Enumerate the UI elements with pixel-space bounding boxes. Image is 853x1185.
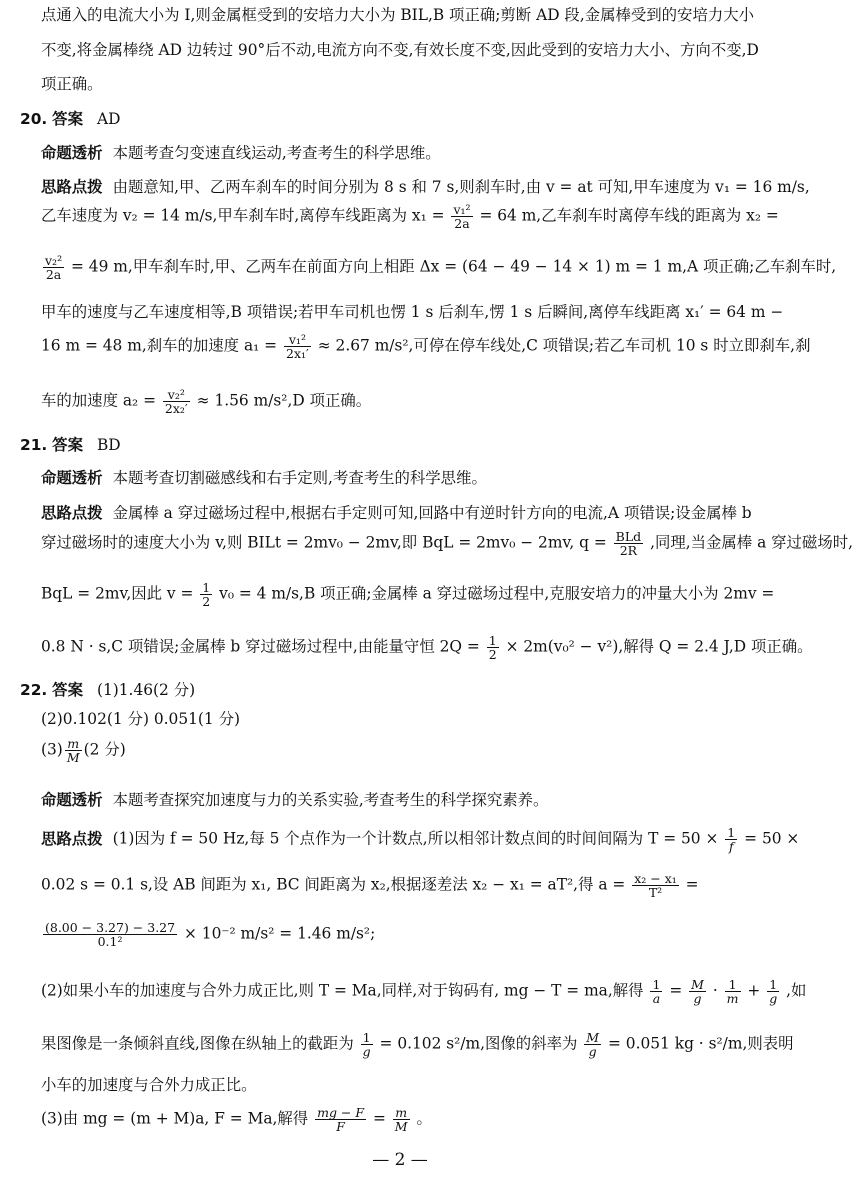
q22-solution-line: 小车的加速度与合外力成正比。 (41, 1076, 257, 1094)
fraction: BLd 2R (615, 529, 642, 559)
text-line: 项正确。 (41, 75, 103, 93)
fraction: $\frac{1}{2}$ (202, 580, 211, 610)
fraction: $\frac{(8.00 - 3.27) - 3.27}{\text{0.1²}}$ (45, 920, 176, 950)
fraction: $\frac{1}{g}$ (769, 977, 778, 1007)
fraction: $\frac{M}{g}$ (586, 1030, 600, 1060)
fraction: $\frac{m}{M}$ (394, 1105, 408, 1135)
fraction: $\frac{m}{M}$ (66, 736, 80, 766)
q22-solution-line: 果图像是一条倾斜直线,图像在纵轴上的截距为 $\frac{1}{g}$ = 0.102 s²/m,图像的斜率为 $\frac{M}{g}$ = 0.051 kg · s²/m,则表明 (41, 1030, 794, 1060)
q22-solution-line: 0.02 s = 0.1 s,设 AB 间距为 x₁, BC 间距离为 x₂,根据逐差法 x₂ − x₁ = aT²,得 a = $\frac{\text{x₂ − x₁}}{\text{T²}}$ = (41, 871, 699, 901)
q21-solution-line: 穿过磁场时的速度大小为 v,则 BILt = 2mv₀ − 2mv,即 BqL = 2mv₀ − 2mv, q = BLd 2R ,同理,当金属棒 a 穿过磁场时, (41, 529, 853, 559)
fraction: $\frac{mg - F}{F}$ (317, 1105, 365, 1135)
q21-solution-line: 思路点拨 金属棒 a 穿过磁场过程中,根据右手定则可知,回路中有逆时针方向的电流,A 项错误;设金属棒 b (41, 504, 752, 522)
fraction: $\frac{\text{v₂²}}{2a}$ (45, 253, 63, 283)
q21-answer: 21. 答案 BD (20, 436, 121, 454)
q22-answer-line: (3) $\frac{m}{M}$ (2 分) (41, 736, 126, 766)
q21-solution-line: 0.8 N · s,C 项错误;金属棒 b 穿过磁场过程中,由能量守恒 2Q = $\frac{1}{2}$ × 2m(v₀² − v²),解得 Q = 2.4 J,D 项正确。 (41, 633, 813, 663)
q22-answer-line: (2)0.102(1 分) 0.051(1 分) (41, 710, 240, 728)
q21-solution-line: BqL = 2mv,因此 v = $\frac{1}{2}$ v₀ = 4 m/s,B 项正确;金属棒 a 穿过磁场过程中,克服安培力的冲量大小为 2mv = (41, 580, 775, 610)
q20-solution-line: 16 m = 48 m,刹车的加速度 a₁ = $\frac{\text{v₁²}}{\text{2x₁′}}$ ≈ 2.67 m/s²,可停在停车线处,C 项错误;若乙车司机 10 s 时立即刹车,刹 (41, 332, 811, 362)
q21-analysis: 命题透析 本题考查切割磁感线和右手定则,考查考生的科学思维。 (41, 469, 487, 487)
fraction: $\frac{M}{g}$ (691, 977, 704, 1007)
q22-answer: 22. 答案 (1)1.46(2 分) (20, 681, 196, 699)
q20-analysis: 命题透析 本题考查匀变速直线运动,考查考生的科学思维。 (41, 144, 441, 162)
page-number: — 2 — (372, 1150, 428, 1170)
q22-solution-line: $\frac{(8.00 - 3.27) - 3.27}{\text{0.1²}}$ × 10⁻² m/s² = 1.46 m/s²; (45, 920, 376, 950)
fraction: $\frac{1}{f}$ (727, 825, 736, 855)
fraction: $\frac{\text{v₁²}}{2a}$ (453, 202, 471, 232)
q20-solution-line: $\frac{\text{v₂²}}{2a}$ = 49 m,甲车刹车时,甲、乙两车在前面方向上相距 Δx = (64 − 49 − 14 × 1) m = 1 m,A 项正确;乙车刹车时, (45, 253, 837, 283)
fraction: $\frac{1}{2}$ (488, 633, 497, 663)
q20-answer: 20. 答案 AD (20, 110, 121, 128)
fraction: $\frac{\text{x₂ − x₁}}{\text{T²}}$ (634, 871, 677, 901)
q22-solution-line: (3)由 mg = (m + M)a, F = Ma,解得 $\frac{mg - F}{F}$ = $\frac{m}{M}$ 。 (41, 1105, 432, 1135)
fraction: $\frac{\text{v₂²}}{\text{2x₂′}}$ (164, 387, 188, 417)
q22-solution-line: 思路点拨 (1)因为 f = 50 Hz,每 5 个点作为一个计数点,所以相邻计数点间的时间间隔为 T = 50 × $\frac{1}{f}$ = 50 × (41, 825, 800, 855)
q20-solution-line: 甲车的速度与乙车速度相等,B 项错误;若甲车司机也愣 1 s 后刹车,愣 1 s 后瞬间,离停车线距离 x₁′ = 64 m − (41, 303, 784, 321)
fraction: $\frac{1}{a}$ (652, 977, 661, 1007)
q22-analysis: 命题透析 本题考查探究加速度与力的关系实验,考查考生的科学探究素养。 (41, 791, 549, 809)
fraction: $\frac{\text{v₁²}}{\text{2x₁′}}$ (286, 332, 309, 362)
text-line: 不变,将金属棒绕 AD 边转过 90°后不动,电流方向不变,有效长度不变,因此受到的安培力大小、方向不变,D (41, 41, 759, 59)
text-line: 点通入的电流大小为 I,则金属框受到的安培力大小为 BIL,B 项正确;剪断 AD 段,金属棒受到的安培力大小 (41, 6, 755, 24)
q22-solution-line: (2)如果小车的加速度与合外力成正比,则 T = Ma,同样,对于钩码有, mg − T = ma,解得 $\frac{1}{a}$ = $\frac{M}{g}$ · $\frac{1}{m}$ + $\frac{1}{g}$ ,如 (41, 977, 807, 1007)
q20-solution-line: 乙车速度为 v₂ = 14 m/s,甲车刹车时,离停车线距离为 x₁ = $\frac{\text{v₁²}}{2a}$ = 64 m,乙车刹车时离停车线的距离为 x₂ = (41, 202, 779, 232)
q20-solution-line: 车的加速度 a₂ = $\frac{\text{v₂²}}{\text{2x₂′}}$ ≈ 1.56 m/s²,D 项正确。 (41, 387, 372, 417)
q20-solution-line: 思路点拨 由题意知,甲、乙两车刹车的时间分别为 8 s 和 7 s,则刹车时,由 v = at 可知,甲车速度为 v₁ = 16 m/s, (41, 178, 810, 196)
fraction: $\frac{1}{g}$ (362, 1030, 371, 1060)
fraction: $\frac{1}{m}$ (726, 977, 739, 1007)
